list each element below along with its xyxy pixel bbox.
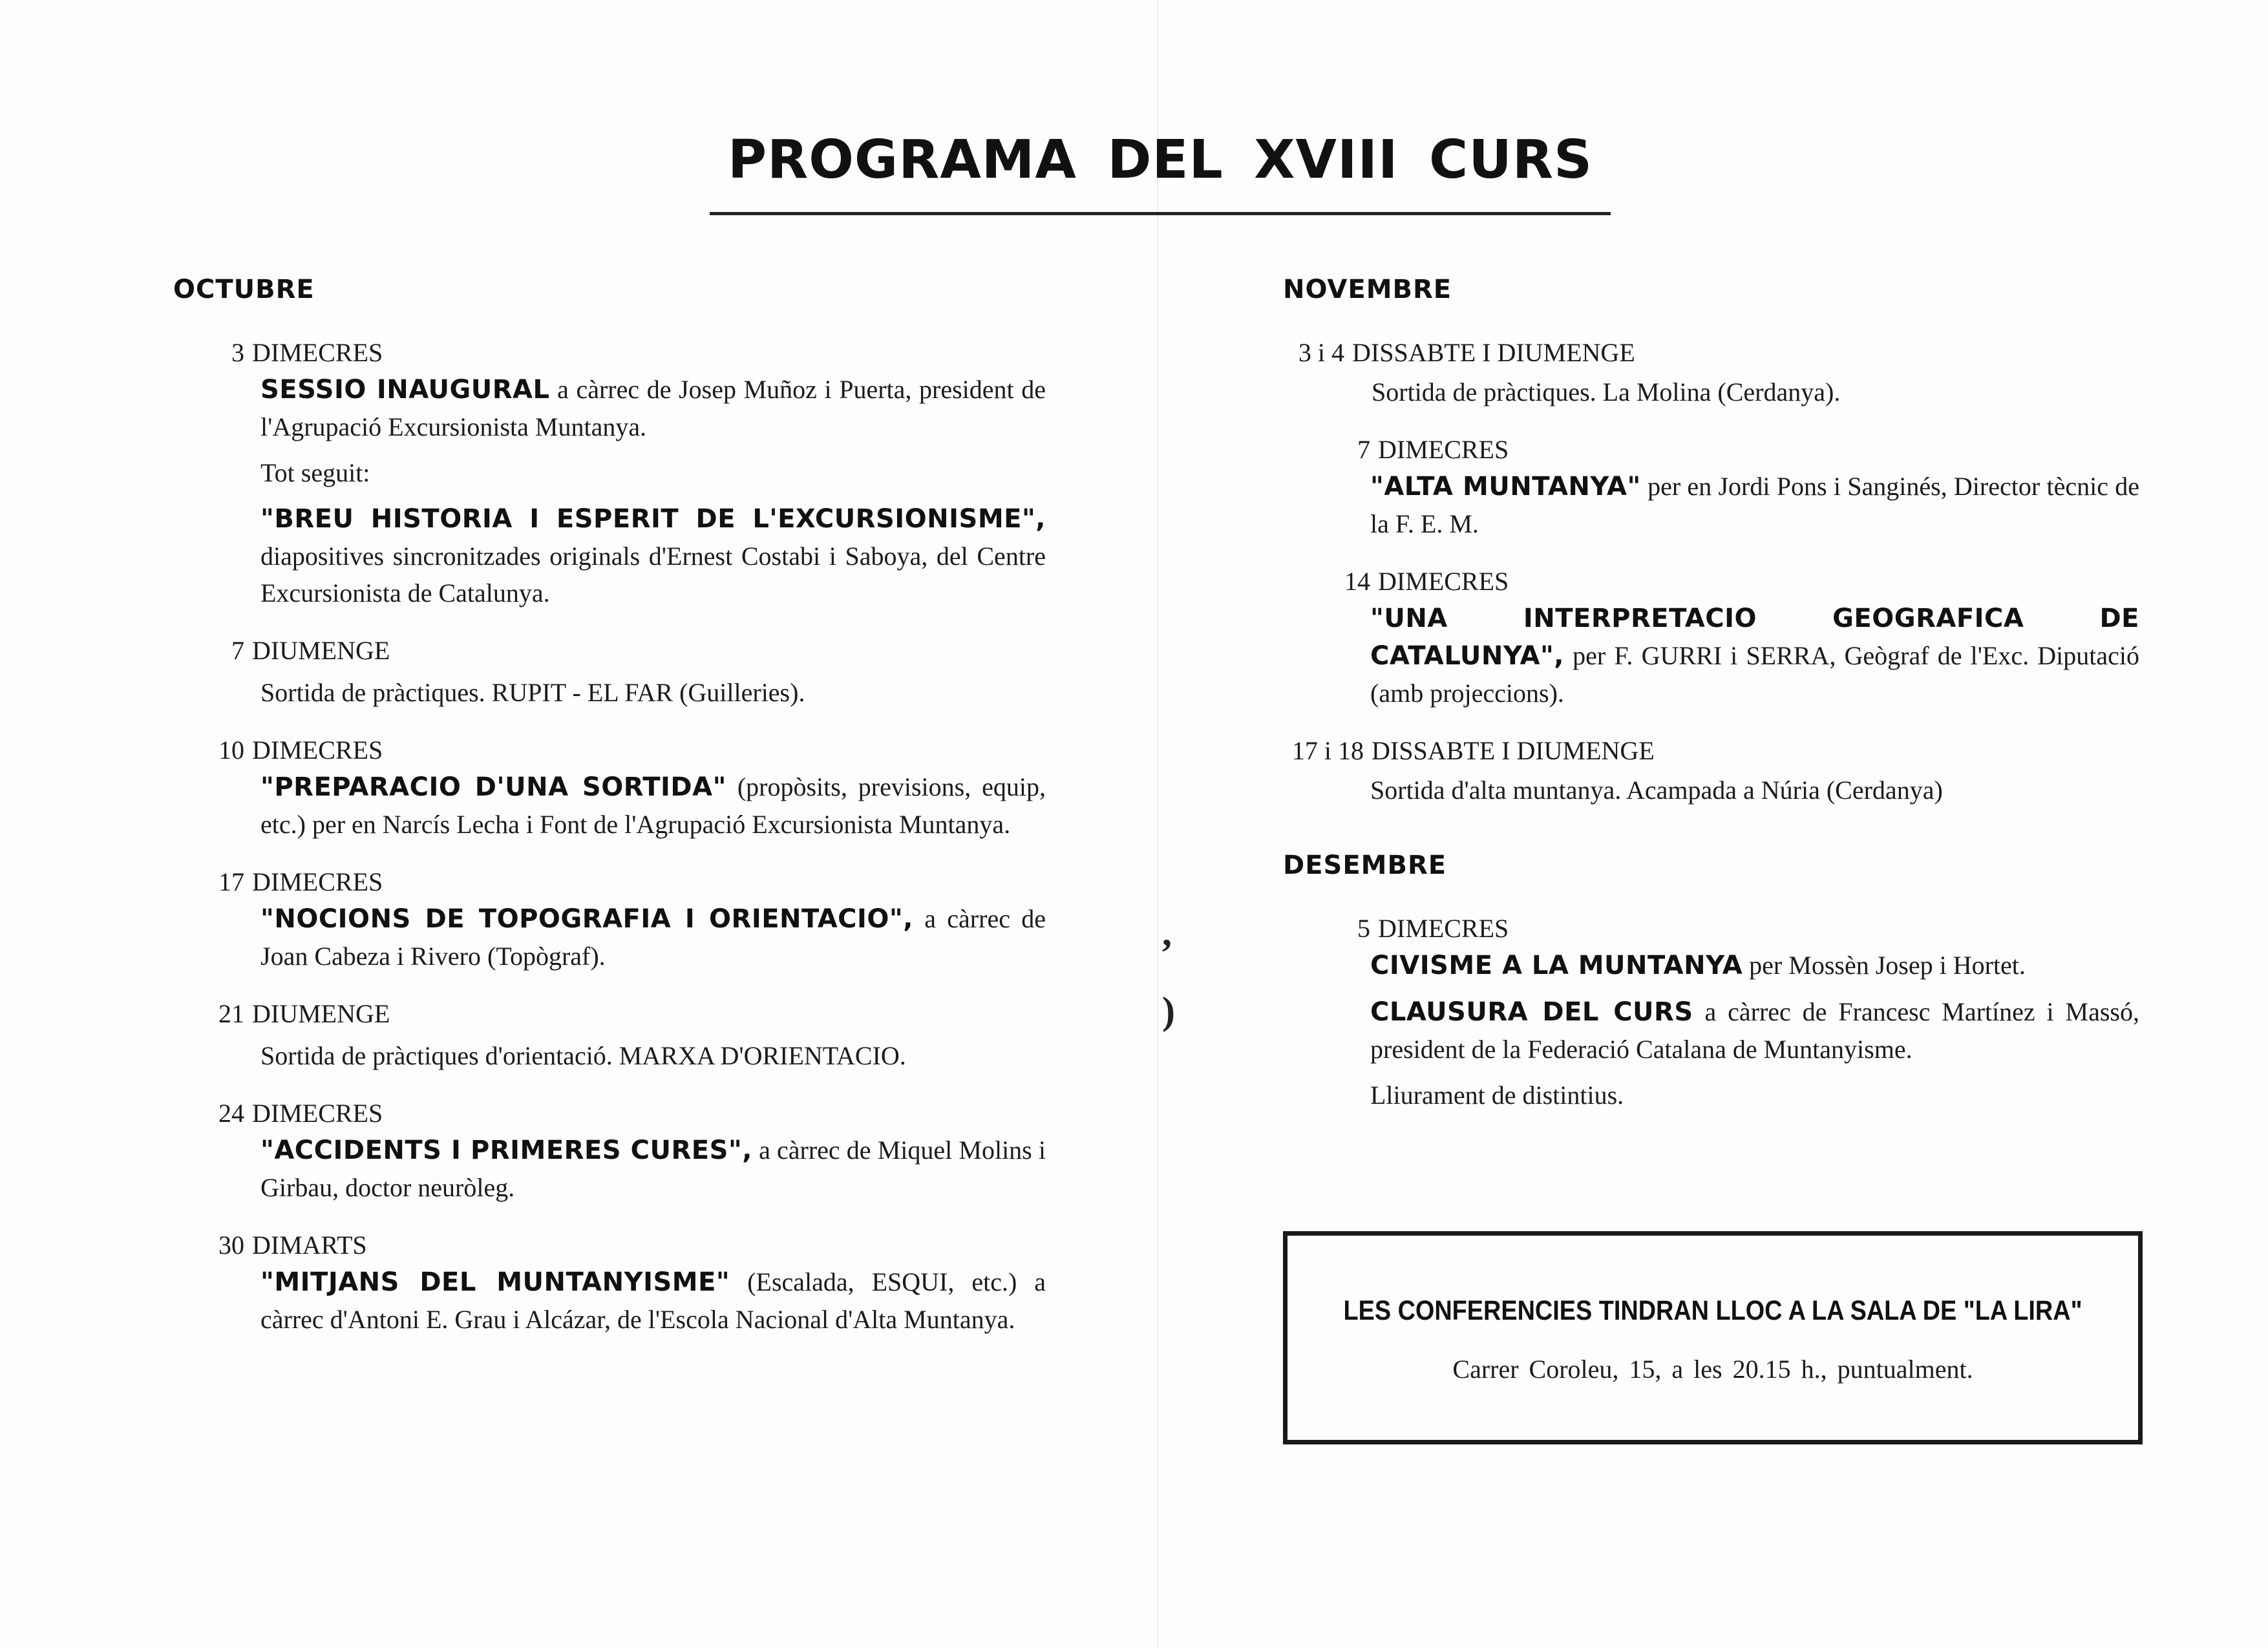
month-heading-octubre: OCTUBRE bbox=[173, 275, 315, 304]
event-title: CIVISME A LA MUNTANYA bbox=[1370, 951, 1743, 980]
event-detail: (Escalada, ESQUI, etc.) a càrrec d'Antoni E. Grau i Alcázar, de l'Escola Nacional d'Alta Muntanya. bbox=[260, 1267, 1046, 1334]
event-title: SESSIO INAUGURAL bbox=[260, 375, 550, 405]
event-date: 3 DIMECRES bbox=[231, 338, 383, 367]
event-detail: Sortida de pràctiques d'orientació. MARXA D'ORIENTACIO. bbox=[260, 1041, 906, 1070]
event-detail: (propòsits, previsions, equip, etc.) per en Narcís Lecha i Font de l'Agrupació Excursionista Muntanya. bbox=[260, 772, 1046, 839]
month-heading-novembre: NOVEMBRE bbox=[1283, 275, 1452, 304]
event-date: 17 DIMECRES bbox=[218, 867, 383, 896]
event-oct-24 bbox=[173, 1095, 1046, 1206]
month-heading-desembre: DESEMBRE bbox=[1283, 850, 1447, 880]
event-note: Lliurament de distintius. bbox=[1370, 1081, 1624, 1110]
event-detail: a càrrec de Joan Cabeza i Rivero (Topògraf). bbox=[260, 904, 1046, 971]
event-title-2: "BREU HISTORIA I ESPERIT DE L'EXCURSIONISME", bbox=[260, 504, 1046, 534]
event-dec-5 bbox=[1283, 910, 2156, 1114]
event-title: "NOCIONS DE TOPOGRAFIA I ORIENTACIO", bbox=[260, 904, 913, 934]
event-oct-30 bbox=[173, 1227, 1046, 1338]
event-title: "UNA INTERPRETACIO GEOGRAFICA DE CATALUNYA", bbox=[1370, 604, 2139, 671]
event-title: "ALTA MUNTANYA" bbox=[1370, 472, 1641, 502]
event-date: 7 DIUMENGE bbox=[231, 636, 390, 665]
event-detail-2: diapositives sincronitzades originals d'Ernest Costabi i Saboya, del Centre Excursionista de Catalunya. bbox=[260, 542, 1046, 607]
event-nov-7 bbox=[1283, 431, 2156, 542]
page-title: PROGRAMA DEL XVIII CURS bbox=[727, 129, 1593, 191]
page-fold bbox=[1157, 0, 1158, 1648]
event-title: "MITJANS DEL MUNTANYISME" bbox=[260, 1267, 730, 1297]
event-oct-3 bbox=[173, 334, 1046, 611]
event-oct-21 bbox=[173, 995, 1046, 1074]
event-body bbox=[260, 371, 1046, 611]
october-column bbox=[173, 271, 1046, 1358]
event-title-2: CLAUSURA DEL CURS bbox=[1370, 997, 1693, 1027]
event-date: 7 DIMECRES bbox=[1357, 435, 1509, 464]
event-detail: per en Jordi Pons i Sanginés, Director tècnic de la F. E. M. bbox=[1370, 472, 2139, 538]
event-oct-10 bbox=[173, 732, 1046, 843]
event-detail: per F. GURRI i SERRA, Geògraf de l'Exc. Diputació (amb projeccions). bbox=[1370, 641, 2139, 708]
event-date: 24 DIMECRES bbox=[218, 1099, 383, 1128]
event-date: 30 DIMARTS bbox=[218, 1231, 367, 1260]
event-oct-7 bbox=[173, 632, 1046, 711]
event-title: "ACCIDENTS I PRIMERES CURES", bbox=[260, 1136, 752, 1165]
event-title: "PREPARACIO D'UNA SORTIDA" bbox=[260, 772, 726, 802]
event-date: 10 DIMECRES bbox=[218, 735, 383, 765]
event-detail: a càrrec de Miquel Molins i Girbau, doctor neuròleg. bbox=[260, 1136, 1046, 1202]
event-detail: Sortida d'alta muntanya. Acampada a Núria (Cerdanya) bbox=[1370, 776, 1943, 805]
binding-mark-top: ’ bbox=[1160, 931, 1173, 974]
event-nov-3-4 bbox=[1283, 334, 2156, 410]
event-nov-14 bbox=[1283, 563, 2156, 712]
event-date: 17 i 18 DISSABTE I DIUMENGE bbox=[1291, 736, 1655, 765]
venue-notice-box bbox=[1283, 1231, 2143, 1444]
event-detail: a càrrec de Josep Muñoz i Puerta, president de l'Agrupació Excursionista Muntanya. bbox=[260, 375, 1046, 441]
event-oct-17 bbox=[173, 863, 1046, 975]
event-detail: Sortida de pràctiques. La Molina (Cerdanya). bbox=[1372, 377, 1841, 407]
event-date: 3 i 4 DISSABTE I DIUMENGE bbox=[1298, 338, 1635, 367]
event-detail: Sortida de pràctiques. RUPIT - EL FAR (Guilleries). bbox=[260, 678, 805, 707]
november-december-column bbox=[1283, 271, 2156, 1134]
venue-notice-title: LES CONFERENCIES TINDRAN LLOC A LA SALA DE "LA LIRA" bbox=[1343, 1295, 2083, 1326]
venue-notice-address: Carrer Coroleu, 15, a les 20.15 h., puntualment. bbox=[1452, 1355, 1973, 1384]
title-underline bbox=[710, 212, 1611, 215]
event-detail: per Mossèn Josep i Hortet. bbox=[1743, 951, 2026, 980]
event-detail-2: a càrrec de Francesc Martínez i Massó, president de la Federació Catalana de Muntanyisme. bbox=[1370, 997, 2139, 1064]
event-nov-17-18 bbox=[1283, 732, 2156, 808]
event-date: 14 DIMECRES bbox=[1344, 567, 1509, 596]
binding-mark-bottom: ) bbox=[1162, 989, 1175, 1032]
event-date: 5 DIMECRES bbox=[1357, 914, 1509, 943]
event-note: Tot seguit: bbox=[260, 458, 370, 487]
event-date: 21 DIUMENGE bbox=[218, 999, 390, 1028]
